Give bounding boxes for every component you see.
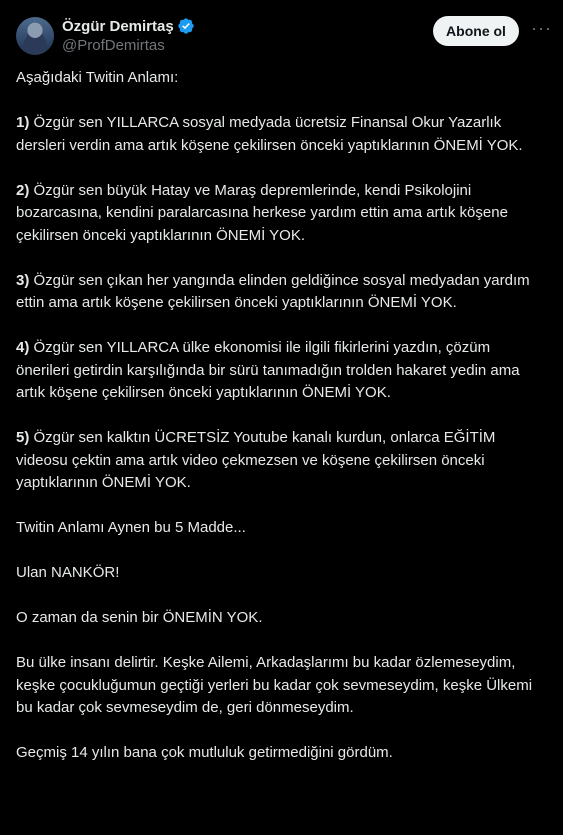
author-info bbox=[62, 16, 195, 54]
follow-button[interactable]: Abone ol bbox=[433, 16, 519, 46]
item-number: 3) bbox=[16, 271, 30, 289]
tweet-item-4 bbox=[16, 337, 547, 405]
tweet-exclaim: Ulan NANKÖR! bbox=[16, 564, 120, 581]
item-number: 5) bbox=[16, 429, 30, 446]
item-number: 2) bbox=[16, 181, 30, 199]
tweet-item-3 bbox=[16, 270, 547, 315]
tweet-item-1 bbox=[16, 112, 547, 157]
item-text: Özgür sen YILLARCA ülke ekonomisi ile ilgili fikirlerini yazdın, çözüm önerileri getirdin karşılığında bir sürü tanımadığın trolden hakaret yedin ama artık köşene çekilirsen önceki yaptıklarının ÖNEMİ YOK. bbox=[16, 339, 520, 401]
item-number: 4) bbox=[16, 339, 30, 356]
tweet-conclusion: O zaman da senin bir ÖNEMİN YOK. bbox=[16, 609, 263, 626]
item-text: Özgür sen büyük Hatay ve Maraş depremlerinde, kendi Psikolojini bozarcasına, kendini paralarcasına herkese yardım ettin ama artık köşene çekilirsen önceki yaptıklarının ÖNEMİ YOK. bbox=[16, 181, 508, 244]
tweet-item-2 bbox=[16, 180, 547, 248]
author-handle[interactable]: @ProfDemirtas bbox=[62, 37, 165, 54]
item-number: 1) bbox=[16, 114, 30, 131]
item-text: Özgür sen YILLARCA sosyal medyada ücretsiz Finansal Okur Yazarlık dersleri verdin ama artık köşene çekilirsen önceki yaptıklarının ÖNEMİ YOK. bbox=[16, 114, 523, 154]
item-text: Özgür sen çıkan her yangında elinden geldiğince sosyal medyadan yardım ettin ama artık köşene çekilirsen önceki yaptıklarının ÖNEMİ YOK. bbox=[16, 271, 530, 311]
author-display-name[interactable]: Özgür Demirtaş bbox=[62, 17, 174, 35]
tweet-item-5 bbox=[16, 427, 547, 495]
tweet-reflection: Bu ülke insanı delirtir. Keşke Ailemi, Arkadaşlarımı bu kadar özlemeseydim, keşke çocukluğumun geçtiği yerleri bu kadar çok sevmeseydim, keşke Ülkemi bu kadar çok sevmeseydim de, geri dönmeseydim. bbox=[16, 654, 533, 716]
verified-badge-icon bbox=[177, 17, 195, 35]
tweet-header bbox=[16, 14, 552, 58]
avatar[interactable] bbox=[16, 17, 54, 55]
item-text: Özgür sen kalktın ÜCRETSİZ Youtube kanalı kurdun, onlarca EĞİTİM videosu çektin ama artık video çekmezsen ve köşene çekilirsen önceki yaptıklarının ÖNEMİ YOK. bbox=[16, 429, 496, 491]
tweet-text bbox=[16, 67, 547, 787]
tweet-intro: Aşağıdaki Twitin Anlamı: bbox=[16, 69, 179, 86]
tweet-closing: Geçmiş 14 yılın bana çok mutluluk getirmediğini gördüm. bbox=[16, 744, 393, 761]
more-options-icon[interactable]: ··· bbox=[531, 18, 552, 38]
tweet-summary: Twitin Anlamı Aynen bu 5 Madde... bbox=[16, 519, 246, 536]
